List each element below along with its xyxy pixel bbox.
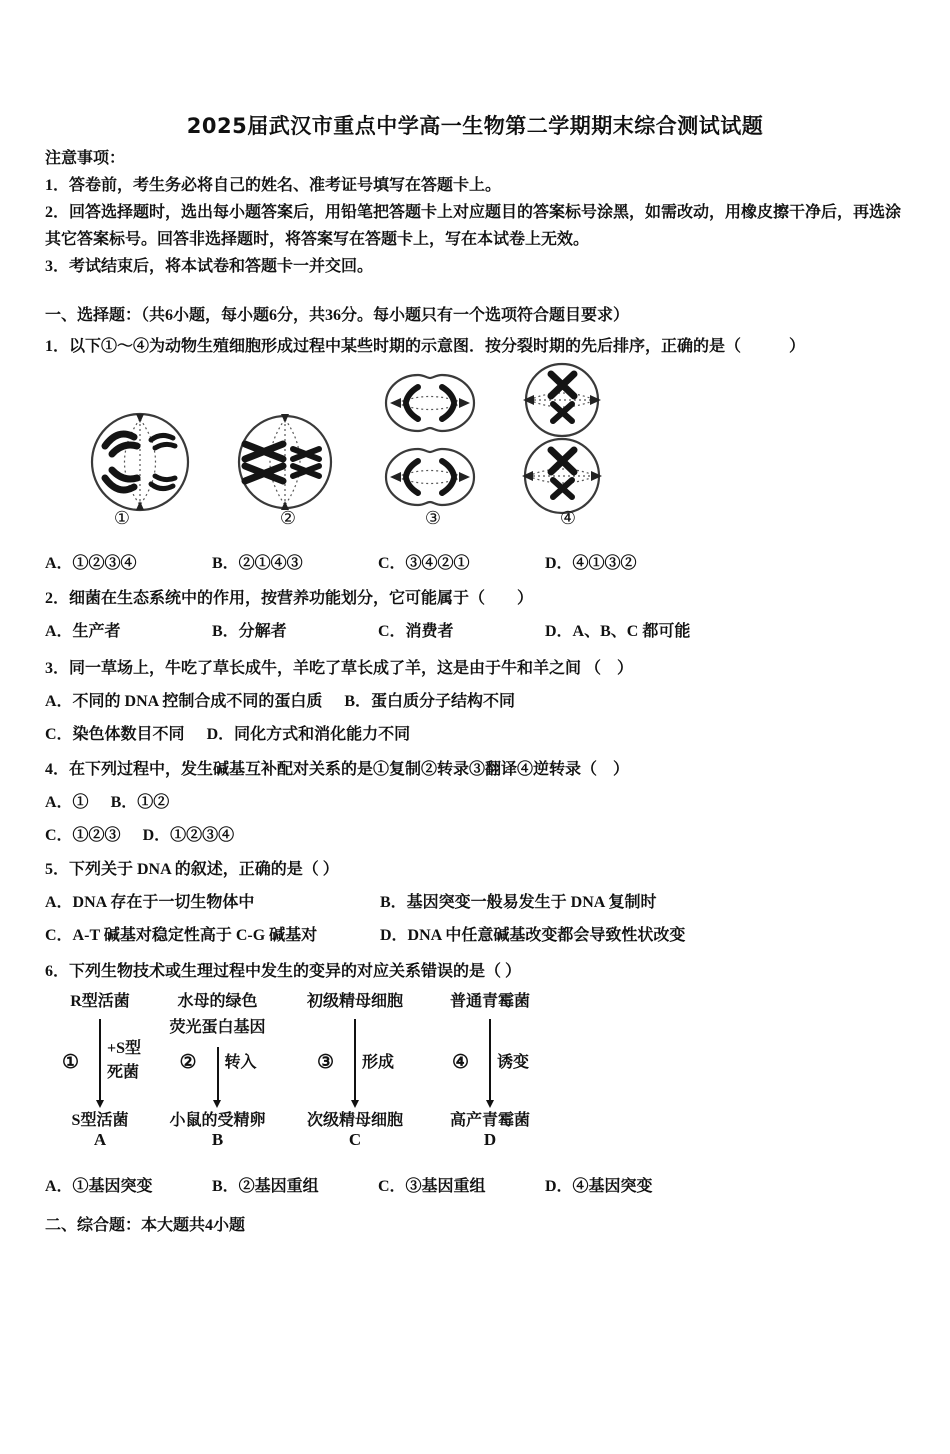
section-comprehensive-heading: 二、综合题：本大题共4小题 (45, 1217, 246, 1234)
question-1-stem: 1．以下①～④为动物生殖细胞形成过程中某些时期的示意图．按分裂时期的先后排序，正确的是（ ） (45, 338, 806, 355)
question-1-options (45, 550, 905, 577)
question-3-options-row-2 (45, 721, 905, 748)
question-4-option-c: C．①②③ (45, 827, 121, 844)
question-2-option-c: C．消费者 (378, 623, 454, 640)
diagram-d-letter: D (483, 1130, 497, 1149)
diagram-a-bottom-label: S型活菌 (71, 1112, 129, 1129)
question-4-options-row-1 (45, 789, 905, 816)
diagram-b-letter: B (211, 1130, 224, 1149)
circled-number-3: ③ (317, 1052, 335, 1073)
question-6-options (45, 1173, 905, 1200)
diagram-a-arrow-label-line2: 死菌 (107, 1064, 140, 1081)
diagram-b-top-label (150, 989, 285, 1041)
diagram-b-arrow-label: 转入 (224, 1054, 257, 1071)
diagram-b-top-line1: 水母的绿色 (177, 993, 258, 1010)
diagram-a-arrow-label (107, 1037, 141, 1085)
question-6-diagram (45, 989, 905, 1155)
circled-number-4: ④ (452, 1052, 470, 1073)
circled-number-1: ① (62, 1052, 80, 1073)
section-choice-heading: 一、选择题：（共6小题，每小题6分，共36分。每小题只有一个选项符合题目要求） (45, 307, 630, 324)
question-5-options-row-1 (45, 889, 905, 916)
question-2-option-b: B．分解者 (212, 623, 287, 640)
diagram-b-bottom-label: 小鼠的受精卵 (169, 1112, 266, 1129)
cell-1-anaphase-one (92, 414, 188, 510)
diagram-c-letter: C (348, 1130, 362, 1149)
down-arrow-icon (217, 1047, 219, 1101)
cell-3-anaphase-two (386, 375, 474, 505)
question-5-option-d: D．DNA 中任意碱基改变都会导致性状改变 (380, 927, 686, 944)
question-3-stem: 3．同一草场上，牛吃了草长成牛，羊吃了草长成了羊，这是由于牛和羊之间 （ ） (45, 660, 634, 677)
diagram-column-b (150, 989, 285, 1155)
down-arrow-icon (489, 1019, 491, 1101)
question-1-option-c: C．③④②① (378, 555, 470, 572)
question-3-option-b: B．蛋白质分子结构不同 (344, 693, 516, 710)
figure-label-1: ① (113, 508, 131, 528)
question-6-option-b: B．②基因重组 (212, 1178, 319, 1195)
question-3-options-row-1 (45, 688, 905, 715)
question-2-options (45, 618, 905, 645)
question-6-stem: 6．下列生物技术或生理过程中发生的变异的对应关系错误的是（ ） (45, 963, 522, 980)
question-6-option-d: D．④基因突变 (545, 1178, 653, 1195)
diagram-b-top-line2: 荧光蛋白基因 (169, 1019, 266, 1036)
question-4-option-a: A．① (45, 794, 89, 811)
meiosis-cells-drawing (85, 362, 705, 544)
diagram-column-c (290, 989, 420, 1155)
exam-page (0, 110, 950, 1239)
diagram-c-arrow-label: 形成 (362, 1054, 395, 1071)
diagram-d-arrow-label: 诱变 (497, 1054, 530, 1071)
diagram-d-bottom-label: 高产青霉菌 (449, 1112, 530, 1129)
diagram-c-top-label: 初级精母细胞 (306, 993, 403, 1010)
meiosis-figure (85, 362, 705, 544)
note-item-1: 1．答卷前，考生务必将自己的姓名、准考证号填写在答题卡上。 (45, 177, 502, 194)
cell-4-metaphase-two (522, 364, 602, 513)
notes-section (45, 145, 905, 280)
question-1-option-a: A．①②③④ (45, 555, 137, 572)
figure-label-3: ③ (424, 508, 442, 528)
cell-2-metaphase-one (239, 414, 331, 510)
diagram-a-top-label: R型活菌 (70, 993, 130, 1010)
question-4-options-row-2 (45, 822, 905, 849)
diagram-a-letter: A (93, 1130, 107, 1149)
note-item-3: 3．考试结束后，将本试卷和答题卡一并交回。 (45, 258, 374, 275)
diagram-d-top-label: 普通青霉菌 (449, 993, 530, 1010)
question-1-option-d: D．④①③② (545, 555, 637, 572)
question-5-stem: 5．下列关于 DNA 的叙述，正确的是（ ） (45, 861, 339, 878)
question-4-option-b: B．①② (110, 794, 170, 811)
question-3-option-d: D．同化方式和消化能力不同 (206, 726, 411, 743)
question-1-option-b: B．②①④③ (212, 555, 303, 572)
question-5-option-b: B．基因突变一般易发生于 DNA 复制时 (380, 894, 657, 911)
figure-label-2: ② (279, 508, 297, 528)
question-5-option-a: A．DNA 存在于一切生物体中 (45, 894, 255, 911)
question-3-option-c: C．染色体数目不同 (45, 726, 185, 743)
question-2-option-d: D．A、B、C 都可能 (545, 623, 691, 640)
diagram-column-d (425, 989, 555, 1155)
question-5-options-row-2 (45, 922, 905, 949)
exam-title: 2025届武汉市重点中学高一生物第二学期期末综合测试试题 (186, 114, 764, 138)
question-2-stem: 2．细菌在生态系统中的作用，按营养功能划分，它可能属于（ ） (45, 590, 534, 607)
question-5-option-c: C．A-T 碱基对稳定性高于 C-G 碱基对 (45, 927, 318, 944)
question-6-option-a: A．①基因突变 (45, 1178, 153, 1195)
question-4-option-d: D．①②③④ (142, 827, 235, 844)
question-4-stem: 4．在下列过程中，发生碱基互补配对关系的是①复制②转录③翻译④逆转录（ ） (45, 761, 630, 778)
question-3-option-a: A．不同的 DNA 控制合成不同的蛋白质 (45, 693, 323, 710)
diagram-column-a (45, 989, 155, 1155)
note-item-2: 2．回答选择题时，选出每小题答案后，用铅笔把答题卡上对应题目的答案标号涂黑，如需改动，用橡皮擦干净后，再选涂其它答案标号。回答非选择题时，将答案写在答题卡上，写在本试卷上无效。 (45, 204, 902, 248)
down-arrow-icon (354, 1019, 356, 1101)
notes-heading: 注意事项： (45, 150, 126, 167)
question-2-option-a: A．生产者 (45, 623, 121, 640)
circled-number-2: ② (179, 1052, 197, 1073)
figure-label-4: ④ (559, 508, 577, 528)
diagram-c-bottom-label: 次级精母细胞 (306, 1112, 403, 1129)
diagram-a-arrow-label-line1: +S型 (107, 1040, 142, 1057)
down-arrow-icon (99, 1019, 101, 1101)
question-6-option-c: C．③基因重组 (378, 1178, 486, 1195)
